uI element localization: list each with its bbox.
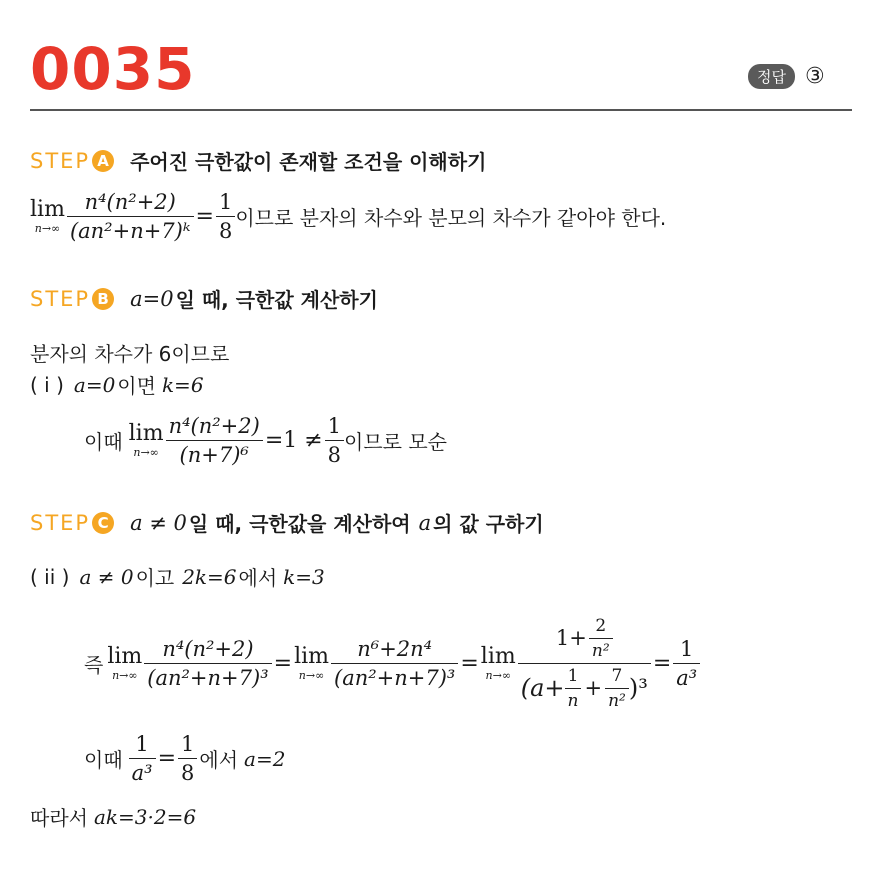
step-letter-b: B xyxy=(92,288,114,310)
case-two-limit-chain: 즉 lim n→∞ $\frac{\text{n⁴(n²+2)}}{\text{(an²+n+7)³}}$ = lim n→∞ $\frac{\text{n⁶+2n⁴}}{\text{(an²+n+7)³}}$ = lim n→∞ 1+ $\frac{2}{\text{n²}}$ (a+ $\frac{1}{n}$ + $\frac{7}{\text{n²}}$ )³ = $\frac{1}{\text{a³}}$ xyxy=(84,598,700,728)
case-one-line: ( i ) a=0 이면 k=6 xyxy=(30,372,204,398)
step-a-heading xyxy=(30,146,486,175)
limit-operator: lim n→∞ xyxy=(30,197,65,235)
one-eighth: $\frac{1}{8}$ xyxy=(216,190,235,243)
step-a-text: 이므로 분자의 차수와 분모의 차수가 같아야 한다. xyxy=(235,206,667,230)
step-letter-c: C xyxy=(92,512,114,534)
case-one-limit: 이때 lim n→∞ $\frac{\text{n⁴(n²+2)}}{\text{(n+7)⁶}}$ =1 ≠ $\frac{1}{8}$ 이므로 모순 xyxy=(84,414,448,467)
nested-fraction: 1+ $\frac{2}{\text{n²}}$ (a+ $\frac{1}{n}$ + $\frac{7}{\text{n²}}$ )³ xyxy=(518,616,651,711)
step-word: STEP xyxy=(30,148,91,173)
conclusion-line: 따라서 ak=3·2=6 xyxy=(30,804,197,830)
step-b-title: 일 때, 극한값 계산하기 xyxy=(175,288,378,312)
step-b-heading: STEP B a=0 일 때, 극한값 계산하기 xyxy=(30,284,378,313)
answer-block xyxy=(748,64,825,89)
answer-value: ③ xyxy=(804,64,825,89)
header-divider xyxy=(30,109,852,111)
step-a-equation: lim n→∞ $\frac{\text{n⁴(n²+2)}}{\text{(an²+n+7)ᵏ}}$ = $\frac{1}{8}$ 이므로 분자의 차수와 분모의 차수가 같아야 한다. xyxy=(30,190,667,243)
answer-badge: 정답 xyxy=(748,64,795,89)
limit-fraction: $\frac{\text{n⁴(n²+2)}}{\text{(an²+n+7)ᵏ}}$ xyxy=(67,190,194,243)
solve-a-line: 이때 $\frac{1}{\text{a³}}$ = $\frac{1}{8}$ 에서 a=2 xyxy=(84,732,286,785)
case-two-line: ( ii ) a ≠ 0 이고 2k=6 에서 k=3 xyxy=(30,564,325,590)
step-letter-a: A xyxy=(92,150,114,172)
step-b-line1: 분자의 차수가 6이므로 xyxy=(30,342,230,366)
step-c-heading: STEP C a ≠ 0 일 때, 극한값을 계산하여 a 의 값 구하기 xyxy=(30,510,544,536)
step-a-title: 주어진 극한값이 존재할 조건을 이해하기 xyxy=(130,150,487,174)
problem-number: 0035 xyxy=(30,35,196,103)
